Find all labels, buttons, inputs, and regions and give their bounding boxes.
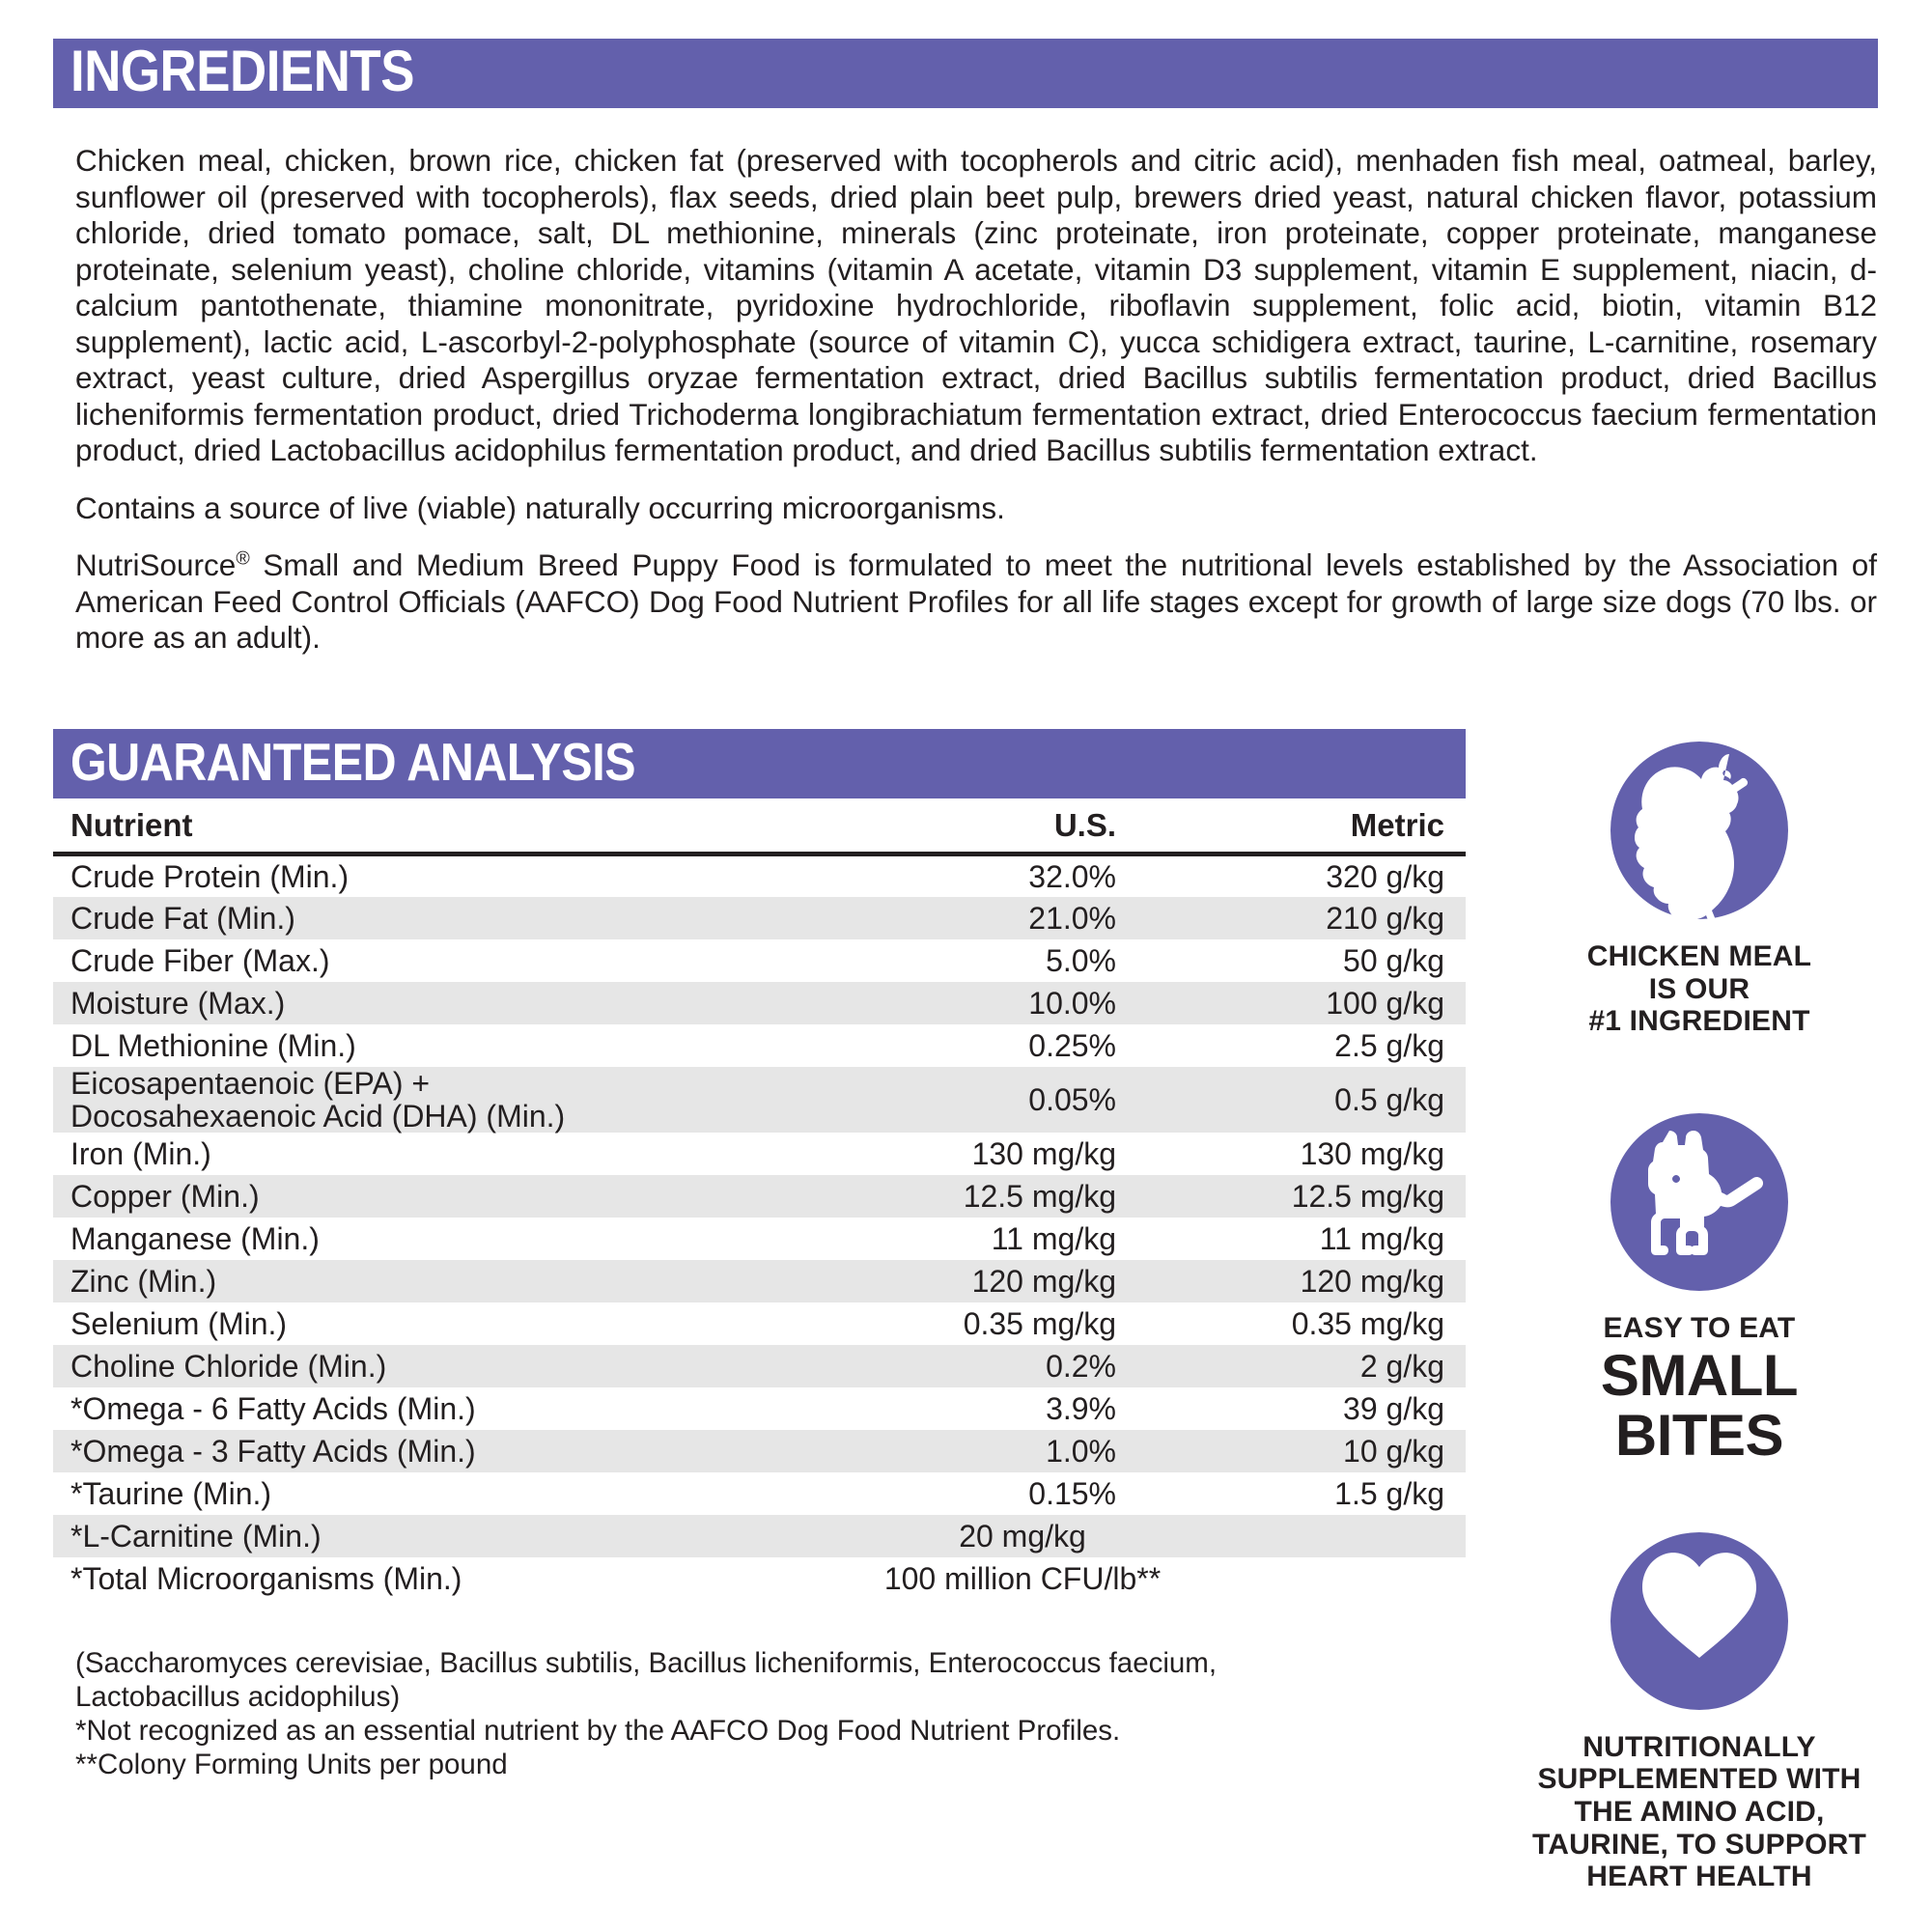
caption-line: #1 INGREDIENT	[1588, 1005, 1810, 1038]
badge-chicken-caption	[1492, 940, 1907, 1038]
chicken-icon	[1603, 734, 1796, 927]
cell-nutrient: *Taurine (Min.)	[70, 1475, 272, 1511]
table-row	[53, 1024, 1466, 1067]
footnote-line: *Not recognized as an essential nutrient by the AAFCO Dog Food Nutrient Profiles.	[75, 1715, 1121, 1747]
registered-trademark-icon: ®	[236, 547, 250, 570]
cell-metric-value: 12.5 mg/kg	[1291, 1178, 1444, 1214]
cell-nutrient: Crude Fat (Min.)	[70, 900, 295, 936]
table-footnotes	[75, 1646, 1446, 1781]
caption-line: SUPPLEMENTED WITH	[1537, 1763, 1862, 1796]
badge-small-bites	[1492, 1106, 1907, 1468]
cell-metric-value: 39 g/kg	[1343, 1390, 1444, 1426]
cell-nutrient: *L-Carnitine (Min.)	[70, 1518, 322, 1554]
badge-bites-caption-small	[1492, 1312, 1907, 1345]
cell-metric-value: 320 g/kg	[1326, 858, 1444, 894]
table-row	[53, 1387, 1466, 1430]
cell-nutrient: DL Methionine (Min.)	[70, 1027, 356, 1063]
cell-us-value: 11 mg/kg	[991, 1220, 1116, 1256]
table-row	[53, 1218, 1466, 1260]
cell-nutrient: Moisture (Max.)	[70, 985, 286, 1021]
cell-metric-value: 10 g/kg	[1343, 1433, 1444, 1469]
cell-metric-value: 130 mg/kg	[1300, 1135, 1444, 1171]
table-row	[53, 1515, 1466, 1557]
cell-us-value: 0.2%	[1046, 1348, 1116, 1384]
cell-nutrient: Selenium (Min.)	[70, 1305, 288, 1341]
table-row	[53, 1260, 1466, 1302]
footnote-line: (Saccharomyces cerevisiae, Bacillus subtilis, Bacillus licheniformis, Enterococcus faecium,	[75, 1647, 1218, 1679]
cell-span-value: 100 million CFU/lb**	[883, 1560, 1162, 1596]
badge-bites-caption-large	[1492, 1343, 1907, 1468]
caption-line: BITES	[1614, 1402, 1784, 1468]
ingredients-body	[75, 143, 1877, 657]
column-header-us: U.S.	[724, 803, 1137, 854]
cell-nutrient: Zinc (Min.)	[70, 1263, 217, 1299]
table-body	[53, 854, 1466, 1600]
cell-us-value: 130 mg/kg	[971, 1135, 1116, 1171]
cell-metric-value: 11 mg/kg	[1319, 1220, 1444, 1256]
cell-metric-value: 100 g/kg	[1326, 985, 1444, 1021]
caption-line: SMALL	[1600, 1343, 1799, 1409]
cell-us-value: 10.0%	[1028, 985, 1116, 1021]
microorganisms-note: Contains a source of live (viable) naturally occurring microorganisms.	[75, 490, 1005, 525]
cell-metric-value: 0.35 mg/kg	[1291, 1305, 1444, 1341]
caption-line: CHICKEN MEAL	[1586, 940, 1812, 972]
caption-line: EASY TO EAT	[1603, 1311, 1796, 1344]
badge-heart-caption	[1492, 1731, 1907, 1893]
cell-nutrient: Copper (Min.)	[70, 1178, 260, 1214]
table-row	[53, 1067, 1466, 1133]
cell-us-value: 5.0%	[1046, 942, 1116, 978]
spacer	[75, 469, 1877, 490]
table-header-row	[53, 803, 1466, 854]
cell-us-value: 1.0%	[1046, 1433, 1116, 1469]
guaranteed-analysis-heading: GUARANTEED ANALYSIS	[70, 732, 636, 792]
cell-metric-value: 210 g/kg	[1326, 900, 1444, 936]
column-header-nutrient: Nutrient	[53, 803, 724, 854]
table-row	[53, 1430, 1466, 1472]
caption-line: TAURINE, TO SUPPORT	[1531, 1828, 1867, 1861]
cell-nutrient: Crude Protein (Min.)	[70, 858, 350, 894]
table-row	[53, 1472, 1466, 1515]
cell-span-value: 20 mg/kg	[959, 1518, 1086, 1554]
cell-us-value: 32.0%	[1028, 858, 1116, 894]
ingredients-paragraph: Chicken meal, chicken, brown rice, chicken fat (preserved with tocopherols and citric acid), menhaden fish meal, oatmeal, barley, sunflower oil (preserved with tocopherols), flax seeds, dried plain beet pulp, brewers dried yeast, natural chicken flavor, potassium chloride, dried tomato pomace, salt, DL methionine, minerals (zinc proteinate, iron proteinate, copper proteinate, manganese proteinate, selenium yeast), choline chloride, vitamins (vitamin A acetate, vitamin D3 supplement, vitamin E supplement, niacin, d-calcium pantothenate, thiamine mononitrate, pyridoxine hydrochloride, riboflavin supplement, folic acid, biotin, vitamin B12 supplement), lactic acid, L-ascorbyl-2-polyphosphate (source of vitamin C), yucca schidigera extract, taurine, L-carnitine, rosemary extract, yeast culture, dried Aspergillus oryzae fermentation extract, dried Bacillus subtilis fermentation product, dried Bacillus licheniformis fermentation product, dried Trichoderma longibrachiatum fermentation extract, dried Enterococcus faecium fermentation product, dried Lactobacillus acidophilus fermentation product, and dried Bacillus subtilis fermentation extract.	[75, 143, 1877, 467]
spacer	[75, 526, 1877, 547]
table-row	[53, 939, 1466, 982]
dog-icon	[1603, 1106, 1796, 1299]
cell-us-value: 0.05%	[1028, 1081, 1116, 1117]
badge-chicken-meal	[1492, 734, 1907, 1038]
cell-nutrient: Crude Fiber (Max.)	[70, 942, 330, 978]
ingredients-heading: INGREDIENTS	[70, 39, 415, 103]
table-row	[53, 1345, 1466, 1387]
cell-us-value: 12.5 mg/kg	[963, 1178, 1116, 1214]
aafco-brand: NutriSource	[75, 547, 237, 582]
caption-line: IS OUR	[1648, 972, 1750, 1005]
cell-metric-value: 50 g/kg	[1343, 942, 1444, 978]
cell-us-value: 0.15%	[1028, 1475, 1116, 1511]
cell-nutrient: *Total Microorganisms (Min.)	[70, 1560, 462, 1596]
cell-metric-value: 2.5 g/kg	[1334, 1027, 1444, 1063]
cell-us-value: 3.9%	[1046, 1390, 1116, 1426]
cell-us-value: 0.25%	[1028, 1027, 1116, 1063]
footnote-line: Lactobacillus acidophilus)	[75, 1681, 401, 1713]
guaranteed-analysis-table	[53, 803, 1466, 1600]
heart-icon	[1603, 1525, 1796, 1718]
badge-column	[1492, 734, 1907, 1893]
footnote-line: **Colony Forming Units per pound	[75, 1749, 508, 1780]
table-row	[53, 897, 1466, 939]
cell-metric-value: 120 mg/kg	[1300, 1263, 1444, 1299]
cell-us-value: 0.35 mg/kg	[963, 1305, 1116, 1341]
guaranteed-analysis-header-bar	[53, 729, 1466, 798]
cell-metric-value: 2 g/kg	[1359, 1348, 1444, 1384]
cell-nutrient: *Omega - 3 Fatty Acids (Min.)	[70, 1433, 476, 1469]
cell-us-value: 21.0%	[1028, 900, 1116, 936]
table-row	[53, 854, 1466, 897]
column-header-metric: Metric	[1137, 803, 1466, 854]
caption-line: NUTRITIONALLY	[1582, 1730, 1816, 1763]
cell-us-value: 120 mg/kg	[971, 1263, 1116, 1299]
badge-heart-health	[1492, 1525, 1907, 1893]
table-row	[53, 982, 1466, 1024]
cell-nutrient: *Omega - 6 Fatty Acids (Min.)	[70, 1390, 476, 1426]
table-row	[53, 1133, 1466, 1175]
aafco-statement-text: Small and Medium Breed Puppy Food is formulated to meet the nutritional levels established by the Association of American Feed Control Officials (AAFCO) Dog Food Nutrient Profiles for all life stages except for growth of large size dogs (70 lbs. or more as an adult).	[75, 547, 1877, 655]
caption-line: THE AMINO ACID,	[1574, 1795, 1825, 1828]
ingredients-header-bar	[53, 39, 1878, 108]
cell-metric-value: 0.5 g/kg	[1334, 1081, 1444, 1117]
table-row	[53, 1302, 1466, 1345]
table-row	[53, 1557, 1466, 1600]
aafco-statement	[75, 547, 1877, 657]
table-head	[53, 803, 1466, 854]
cell-metric-value: 1.5 g/kg	[1334, 1475, 1444, 1511]
table-row	[53, 1175, 1466, 1218]
cell-nutrient: Choline Chloride (Min.)	[70, 1348, 387, 1384]
cell-nutrient: Manganese (Min.)	[70, 1220, 320, 1256]
cell-nutrient: Iron (Min.)	[70, 1135, 211, 1171]
caption-line: HEART HEALTH	[1586, 1861, 1812, 1893]
cell-nutrient: Eicosapentaenoic (EPA) + Docosahexaenoic Acid (DHA) (Min.)	[70, 1065, 566, 1134]
